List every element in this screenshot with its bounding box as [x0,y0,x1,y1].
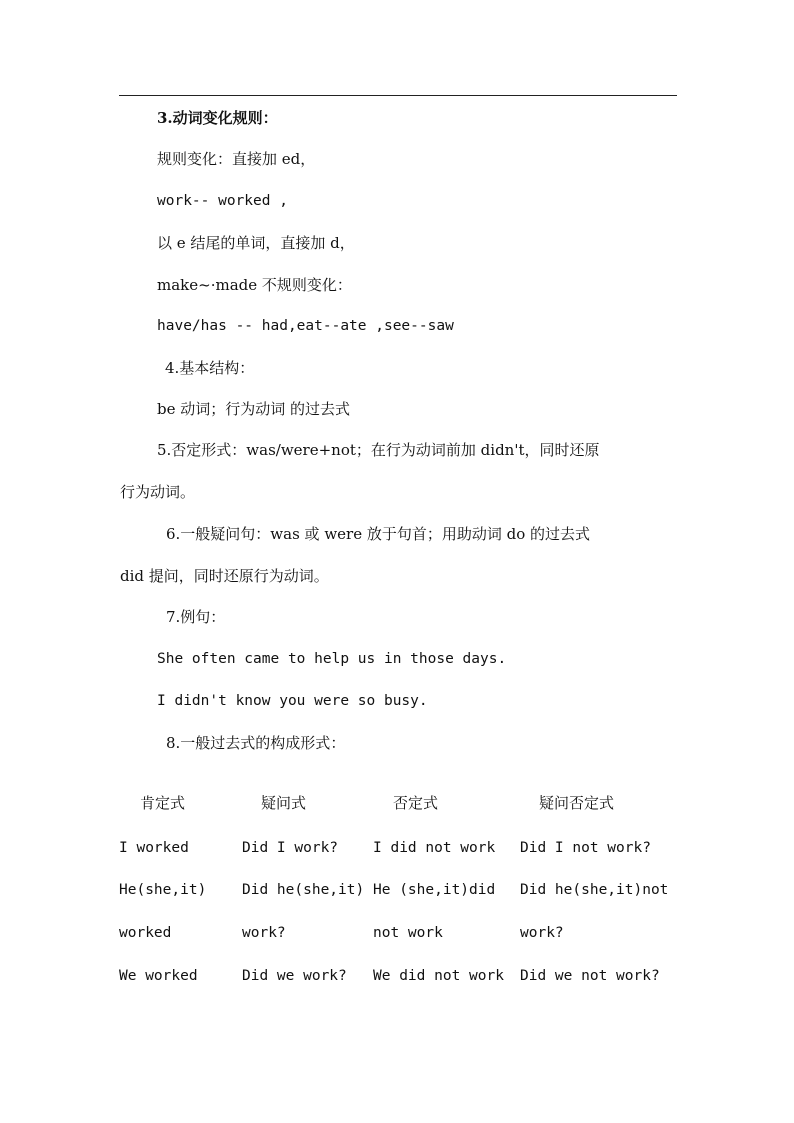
table-cell: Did he(she,it) [242,882,365,898]
section-7-heading: 7.例句： [166,608,226,626]
table-cell: Did I not work? [520,840,651,856]
table-cell: I did not work [373,840,496,856]
section-4-heading: 4.基本结构： [165,359,255,377]
irregular-rule-text: make~·made 不规则变化： [157,276,352,294]
header-rule [119,95,677,96]
table-cell: He(she,it) [119,882,207,898]
irregular-examples-text: have/has -- had,eat--ate ,see--saw [157,318,454,334]
table-cell: work? [242,925,286,941]
table-cell: Did we work? [242,968,347,984]
table-cell: not work [373,925,443,941]
section-4-content: be 动词；行为动词 的过去式 [157,400,351,418]
table-cell: Did he(she,it)not [520,882,669,898]
table-cell: He (she,it)did [373,882,496,898]
table-header-cell: 疑问式 [261,794,307,812]
example-sentence-1: She often came to help us in those days. [157,651,507,667]
section-3-heading: 3.动词变化规则： [157,109,278,127]
table-header-cell: 疑问否定式 [539,794,615,812]
section-8-heading: 8.一般过去式的构成形式： [166,734,346,752]
e-rule-text: 以 e 结尾的单词，直接加 d， [157,234,355,252]
table-cell: I worked [119,840,189,856]
table-cell: We did not work [373,968,504,984]
regular-example-text: work-- worked , [157,193,288,209]
regular-rule-text: 规则变化：直接加 ed， [157,150,316,168]
table-cell: Did we not work? [520,968,660,984]
section-6-line-2: did 提问，同时还原行为动词。 [120,567,329,585]
table-cell: work? [520,925,564,941]
table-cell: worked [119,925,172,941]
section-5-line-1: 5.否定形式：was/were+not；在行为动词前加 didn't，同时还原 [157,441,600,459]
table-header-cell: 肯定式 [140,794,186,812]
table-cell: Did I work? [242,840,339,856]
example-sentence-2: I didn't know you were so busy. [157,693,428,709]
table-cell: We worked [119,968,198,984]
section-6-line-1: 6.一般疑问句：was 或 were 放于句首；用助动词 do 的过去式 [166,525,591,543]
section-5-line-2: 行为动词。 [120,483,196,501]
table-header-cell: 否定式 [393,794,439,812]
